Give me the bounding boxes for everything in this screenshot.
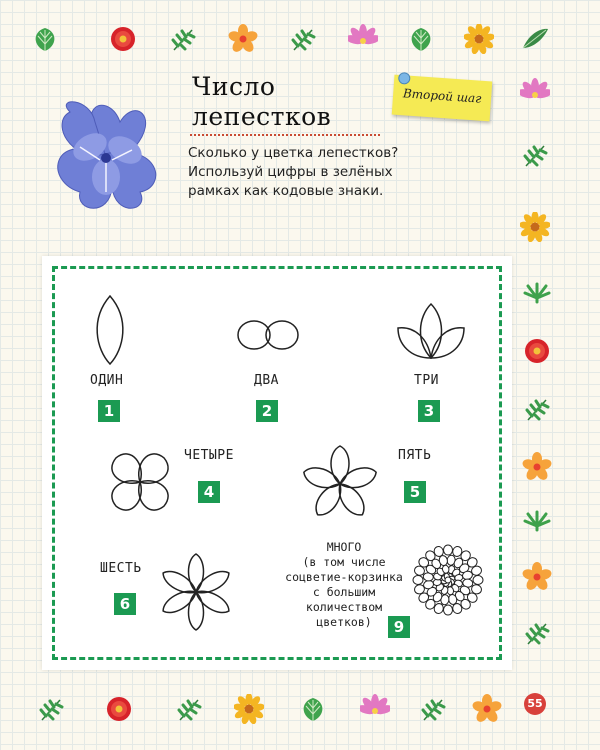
- yellow-flower-icon: [234, 694, 264, 724]
- round-leaf-icon: [298, 694, 328, 724]
- intro-line: Сколько у цветка лепестков?: [188, 145, 399, 161]
- many-line: с большим: [312, 585, 376, 599]
- many-line: (в том числе: [302, 555, 386, 569]
- intro-line: Используй цифры в зелёных: [188, 164, 393, 180]
- orange-flower-icon: [522, 452, 552, 482]
- iris-flower-image: [40, 92, 170, 217]
- yellow-flower-icon: [464, 24, 494, 54]
- intro-line: рамках как кодовые знаки.: [188, 183, 384, 199]
- code-box-3: 3: [418, 400, 440, 422]
- red-flower-icon: [522, 336, 552, 366]
- code-box-2: 2: [256, 400, 278, 422]
- label-one: ОДИН: [90, 373, 124, 388]
- many-line: соцветие-корзинка: [285, 570, 403, 584]
- one-petal-icon: [92, 294, 128, 366]
- orange-flower-icon: [228, 24, 258, 54]
- petal-legend-card: [42, 256, 512, 670]
- fern-icon: [522, 394, 552, 424]
- label-many: [284, 540, 404, 630]
- title-underline: [190, 134, 380, 136]
- code-box-5: 5: [404, 481, 426, 503]
- title-line: Число: [192, 72, 276, 101]
- palm-icon: [522, 276, 552, 306]
- fern-icon: [418, 694, 448, 724]
- composite-flower-icon: [410, 542, 486, 618]
- pin-icon: [398, 72, 411, 85]
- page-number: 55: [524, 693, 546, 715]
- fern-icon: [174, 694, 204, 724]
- code-box-1: 1: [98, 400, 120, 422]
- page-title: [192, 72, 382, 132]
- four-petals-icon: [102, 444, 178, 520]
- round-leaf-icon: [406, 24, 436, 54]
- many-line: МНОГО: [326, 540, 362, 554]
- lotus-icon: [360, 694, 390, 724]
- fern-icon: [520, 140, 550, 170]
- fern-icon: [168, 24, 198, 54]
- orange-flower-icon: [472, 694, 502, 724]
- two-petals-icon: [236, 318, 300, 352]
- label-six: ШЕСТЬ: [100, 561, 142, 576]
- sticky-note-text: Второй шаг: [402, 86, 482, 106]
- orange-flower-icon: [522, 562, 552, 592]
- palm-icon: [522, 504, 552, 534]
- six-petals-icon: [154, 550, 238, 634]
- many-line: цветков): [316, 615, 372, 629]
- yellow-flower-icon: [520, 212, 550, 242]
- label-three: ТРИ: [414, 373, 439, 388]
- three-petals-icon: [396, 302, 466, 360]
- label-five: ПЯТЬ: [398, 448, 432, 463]
- code-box-6: 6: [114, 593, 136, 615]
- red-flower-icon: [108, 24, 138, 54]
- sticky-note: [392, 75, 493, 122]
- many-line: количеством: [305, 600, 383, 614]
- fern-icon: [288, 24, 318, 54]
- fern-icon: [36, 694, 66, 724]
- intro-text: [188, 144, 428, 201]
- fern-icon: [522, 618, 552, 648]
- label-four: ЧЕТЫРЕ: [184, 448, 234, 463]
- title-line: лепестков: [192, 102, 332, 131]
- round-leaf-icon: [30, 24, 60, 54]
- five-petals-icon: [300, 442, 380, 522]
- code-box-4: 4: [198, 481, 220, 503]
- lotus-icon: [348, 24, 378, 54]
- red-flower-icon: [104, 694, 134, 724]
- lotus-icon: [520, 78, 550, 108]
- label-two: ДВА: [254, 373, 279, 388]
- code-box-9: 9: [388, 616, 410, 638]
- long-leaf-icon: [520, 24, 550, 54]
